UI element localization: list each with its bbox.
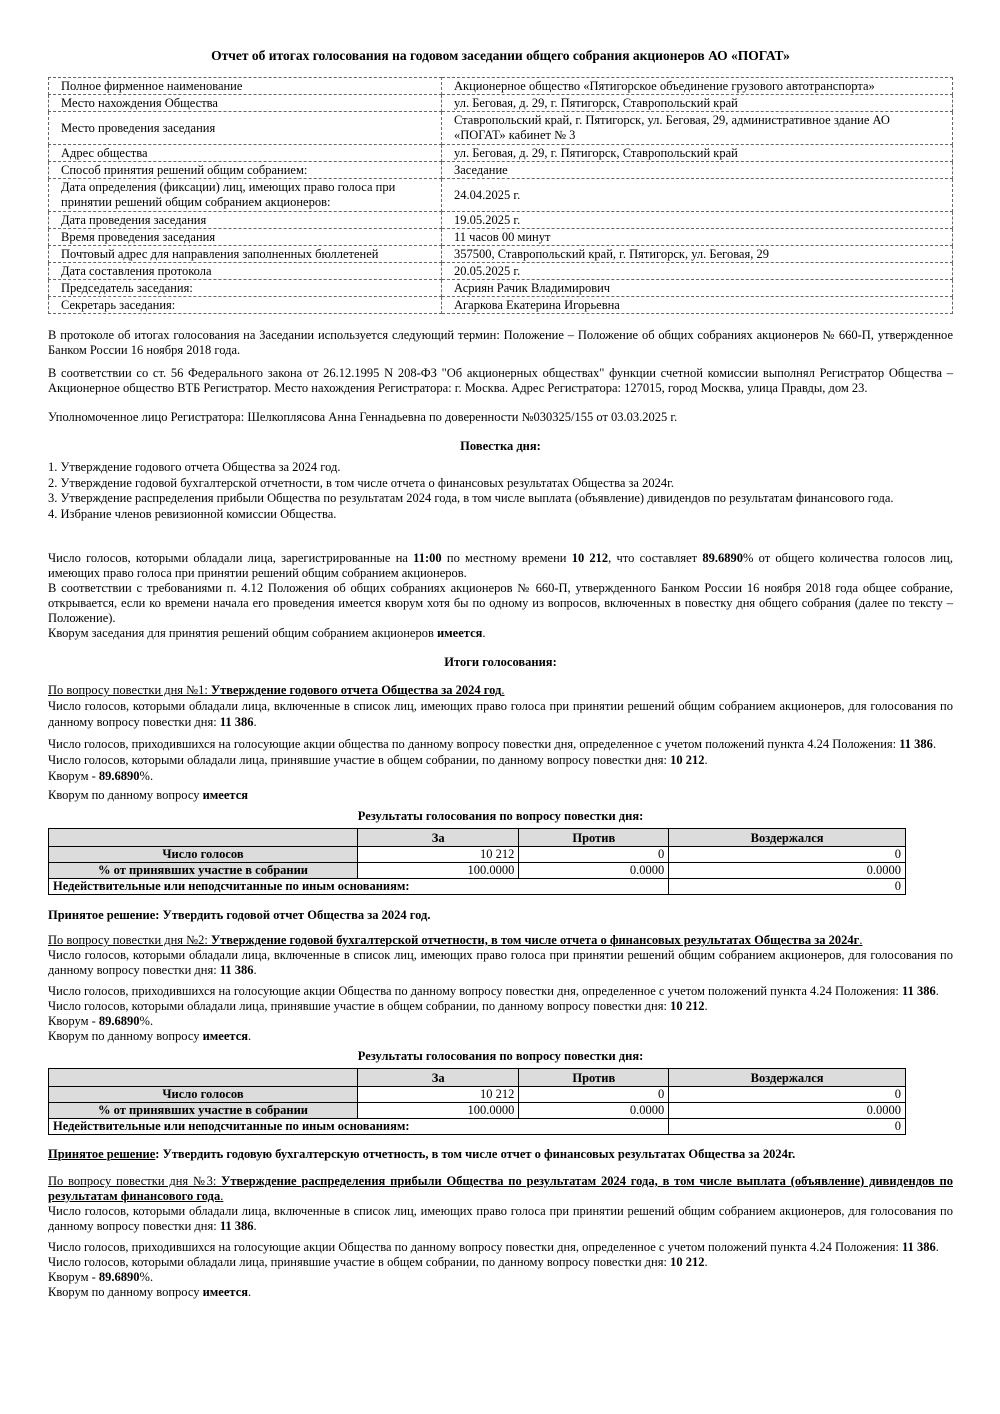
info-value: Асриян Рачик Владимирович (442, 280, 953, 297)
info-key: Способ принятия решений общим собранием: (49, 162, 442, 179)
info-key: Секретарь заседания: (49, 297, 442, 314)
info-key: Полное фирменное наименование (49, 78, 442, 95)
header-empty (49, 1069, 358, 1087)
cell-value: 0 (669, 1087, 906, 1103)
info-row (49, 162, 953, 179)
q1-quorum-status: Кворум по данному вопросу имеется (48, 788, 249, 802)
cell-value: 10 212 (358, 1087, 519, 1103)
agenda-item: 1. Утверждение годового отчета Общества за 2024 год. (48, 460, 341, 474)
quorum-rules: В соответствии с требованиями п. 4.12 Положения об общих собраниях акционеров № 660-П, утвержденного Банком России 16 ноября 2018 года общее собрание, открывается, если ко времени начала его проведения имеется кворум хотя бы по одному из вопросов, включенных в повестку дня общего собрания (далее по тексту – Положение). (48, 581, 953, 625)
header-empty (49, 829, 358, 847)
q2-quorum: Кворум - 89.6890%. (48, 1014, 154, 1028)
cell-value: 0.0000 (519, 863, 669, 879)
cell-value: 0 (669, 879, 906, 895)
intro-terms: В протоколе об итогах голосования на Заседании используется следующий термин: Положение – Положение об общих собраниях акционеров № 660-П, утвержденное Банком России 16 ноября 2018 года. (48, 328, 953, 357)
info-row (49, 179, 953, 212)
table-row (49, 847, 906, 863)
question-2-title: По вопросу повестки дня №2: Утверждение годовой бухгалтерской отчетности, в том числе отчета о финансовых результатах Общества за 2024г. (48, 933, 863, 947)
q3-quorum-status: Кворум по данному вопросу имеется. (48, 1285, 252, 1299)
info-value: ул. Беговая, д. 29, г. Пятигорск, Ставропольский край (442, 145, 953, 162)
q3-eligible-votes: Число голосов, которыми обладали лица, включенные в список лиц, имеющих право голоса при принятии решений общим собранием акционеров, для голосования по данному вопросу повестки дня: 11 386. (48, 1204, 953, 1233)
info-row (49, 297, 953, 314)
info-row (49, 95, 953, 112)
info-value: 19.05.2025 г. (442, 212, 953, 229)
info-key: Место проведения заседания (49, 112, 442, 145)
cell-value: 100.0000 (358, 863, 519, 879)
q2-quorum-status: Кворум по данному вопросу имеется. (48, 1029, 252, 1043)
agenda-item: 2. Утверждение годовой бухгалтерской отчетности, в том числе отчета о финансовых результатах Общества за 2024г. (48, 475, 674, 490)
q2-results-title: Результаты голосования по вопросу повестки дня: (357, 1049, 644, 1063)
info-value: Акционерное общество «Пятигорское объединение грузового автотранспорта» (442, 78, 953, 95)
info-key: Председатель заседания: (49, 280, 442, 297)
info-key: Время проведения заседания (49, 229, 442, 246)
info-value: Заседание (442, 162, 953, 179)
info-key: Адрес общества (49, 145, 442, 162)
header-protiv: Против (519, 1069, 669, 1087)
row-label: % от принявших участие в собрании (49, 1103, 358, 1119)
q1-participant-votes: Число голосов, которыми обладали лица, принявшие участие в общем собрании, по данному вопросу повестки дня: 10 212. (48, 753, 708, 767)
row-label: Недействительные или неподсчитанные по иным основаниям: (49, 879, 669, 895)
row-label: Число голосов (49, 1087, 358, 1103)
info-row (49, 145, 953, 162)
agenda-heading: Повестка дня: (460, 439, 541, 453)
question-1-section (48, 682, 953, 923)
info-row (49, 280, 953, 297)
info-row (49, 229, 953, 246)
cell-value: 0 (519, 1087, 669, 1103)
q1-share-votes: Число голосов, приходившихся на голосующие акции общества по данному вопросу повестки дня, определенное с учетом положений пункта 4.24 Положения: 11 386. (48, 737, 937, 751)
info-key: Дата составления протокола (49, 263, 442, 280)
intro-registrar: В соответствии со ст. 56 Федерального закона от 26.12.1995 N 208-ФЗ "Об акционерных обществах" функции счетной комиссии выполнял Регистратор Общества – Акционерное общество ВТБ Регистратор. Место нахождения Регистратора: г. Москва. Адрес Регистратора: 127015, город Москва, улица Правды, дом 23. (48, 366, 953, 395)
info-key: Дата проведения заседания (49, 212, 442, 229)
header-vozd: Воздержался (669, 829, 906, 847)
header-za: За (358, 1069, 519, 1087)
info-key: Дата определения (фиксации) лиц, имеющих право голоса при принятии решений общим собранием акционеров: (49, 179, 442, 212)
info-row (49, 263, 953, 280)
info-key: Место нахождения Общества (49, 95, 442, 112)
q2-share-votes: Число голосов, приходившихся на голосующие акции Общества по данному вопросу повестки дня, определенное с учетом положений пункта 4.24 Положения: 11 386. (48, 984, 939, 998)
info-value: Агаркова Екатерина Игорьевна (442, 297, 953, 314)
question-2-section (48, 933, 953, 1162)
row-label: Недействительные или неподсчитанные по иным основаниям: (49, 1119, 669, 1135)
q3-share-votes: Число голосов, приходившихся на голосующие акции Общества по данному вопросу повестки дня, определенное с учетом положений пункта 4.24 Положения: 11 386. (48, 1240, 939, 1254)
quorum-status: Кворум заседания для принятия решений общим собранием акционеров имеется. (48, 626, 486, 640)
agenda-item: 3. Утверждение распределения прибыли Общества по результатам 2024 года, в том числе выплата (объявление) дивидендов по результатам финансового года. (48, 491, 894, 505)
info-value: 357500, Ставропольский край, г. Пятигорск, ул. Беговая, 29 (442, 246, 953, 263)
info-value: 11 часов 00 минут (442, 229, 953, 246)
header-vozd: Воздержался (669, 1069, 906, 1087)
row-label: % от принявших участие в собрании (49, 863, 358, 879)
header-za: За (358, 829, 519, 847)
table-row (49, 1103, 906, 1119)
table-row (49, 863, 906, 879)
document-page (48, 40, 953, 1300)
q3-participant-votes: Число голосов, которыми обладали лица, принявшие участие в общем собрании, по данному вопросу повестки дня: 10 212. (48, 1255, 708, 1269)
cell-value: 0.0000 (519, 1103, 669, 1119)
cell-value: 0.0000 (669, 863, 906, 879)
intro-authorized: Уполномоченное лицо Регистратора: Шелкоплясова Анна Геннадьевна по доверенности №030325/155 от 03.03.2025 г. (48, 410, 678, 424)
agenda-list (48, 460, 953, 522)
company-info-table (48, 77, 953, 314)
q1-decision: Принятое решение: Утвердить годовой отчет Общества за 2024 год. (48, 908, 431, 922)
q1-results-table (48, 828, 906, 895)
q2-decision: Принятое решение: Утвердить годовую бухгалтерскую отчетность, в том числе отчет о финансовых результатах Общества за 2024г. (48, 1147, 796, 1161)
quorum-registered: Число голосов, которыми обладали лица, зарегистрированные на 11:00 по местному времени 10 212, что составляет 89.6890% от общего количества голосов лиц, имеющих право голоса при принятии решений общим собранием акционеров. (48, 551, 953, 580)
q1-quorum: Кворум - 89.6890%. (48, 769, 154, 783)
info-row (49, 246, 953, 263)
question-3-title: По вопросу повестки дня №3: Утверждение распределения прибыли Общества по результатам 2024 года, в том числе выплата (объявление) дивидендов по результатам финансового года. (48, 1174, 953, 1203)
question-1-title: По вопросу повестки дня №1: Утверждение годового отчета Общества за 2024 год. (48, 683, 505, 697)
info-value: Ставропольский край, г. Пятигорск, ул. Беговая, 29, административное здание АО «ПОГАТ» кабинет № 3 (442, 112, 953, 145)
table-row (49, 1119, 906, 1135)
cell-value: 0.0000 (669, 1103, 906, 1119)
cell-value: 100.0000 (358, 1103, 519, 1119)
info-value: ул. Беговая, д. 29, г. Пятигорск, Ставропольский край (442, 95, 953, 112)
cell-value: 0 (669, 847, 906, 863)
info-row (49, 112, 953, 145)
cell-value: 10 212 (358, 847, 519, 863)
info-row (49, 212, 953, 229)
info-value: 20.05.2025 г. (442, 263, 953, 280)
cell-value: 0 (519, 847, 669, 863)
row-label: Число голосов (49, 847, 358, 863)
q3-quorum: Кворум - 89.6890%. (48, 1270, 154, 1284)
question-3-section (48, 1174, 953, 1300)
info-row (49, 78, 953, 95)
cell-value: 0 (669, 1119, 906, 1135)
q2-participant-votes: Число голосов, которыми обладали лица, принявшие участие в общем собрании, по данному вопросу повестки дня: 10 212. (48, 999, 708, 1013)
q1-eligible-votes: Число голосов, которыми обладали лица, включенные в список лиц, имеющих право голоса при принятии решений общим собранием акционеров, для голосования по данному вопросу повестки дня: 11 386. (48, 699, 953, 729)
table-row (49, 1087, 906, 1103)
q2-eligible-votes: Число голосов, которыми обладали лица, включенные в список лиц, имеющих право голоса при принятии решений общим собранием акционеров, для голосования по данному вопросу повестки дня: 11 386. (48, 948, 953, 977)
table-row (49, 879, 906, 895)
page-title: Отчет об итогах голосования на годовом заседании общего собрания акционеров АО «ПОГАТ» (211, 48, 790, 63)
q1-results-title: Результаты голосования по вопросу повестки дня: (357, 809, 644, 823)
q2-results-table (48, 1068, 906, 1135)
info-key: Почтовый адрес для направления заполненных бюллетеней (49, 246, 442, 263)
header-protiv: Против (519, 829, 669, 847)
info-value: 24.04.2025 г. (442, 179, 953, 212)
agenda-item: 4. Избрание членов ревизионной комиссии Общества. (48, 506, 337, 521)
results-heading: Итоги голосования: (444, 655, 557, 669)
